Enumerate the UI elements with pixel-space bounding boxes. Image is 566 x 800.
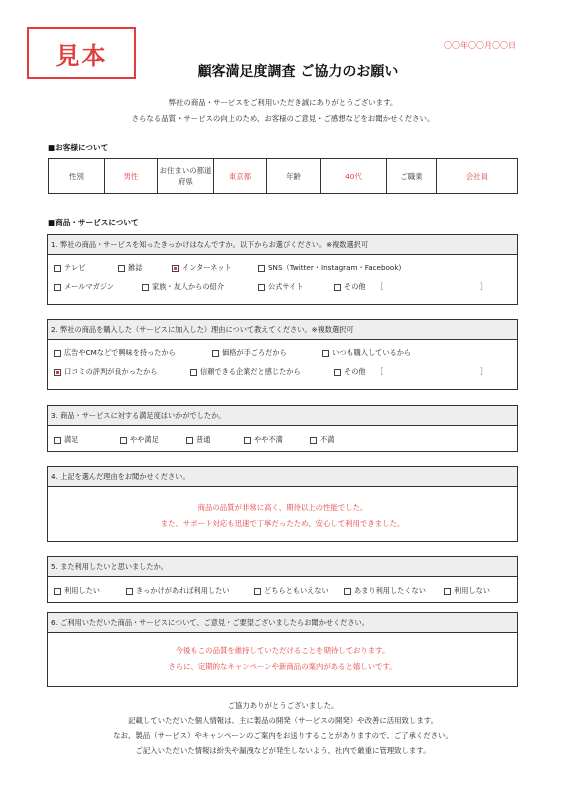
answer-line: また、サポート対応も迅速で丁寧だったため、安心して利用できました。 bbox=[160, 519, 405, 528]
option-label: テレビ bbox=[64, 263, 86, 272]
q3-option-somewhat-dissatisfied[interactable] bbox=[244, 435, 283, 445]
checkbox[interactable] bbox=[118, 265, 125, 272]
q3-option-dissatisfied[interactable] bbox=[310, 435, 334, 445]
q2-other-bracket-close: ］ bbox=[480, 367, 488, 376]
option-label: きっかけがあれば利用したい bbox=[136, 586, 230, 595]
footer-line: ご協力ありがとうございました。 bbox=[227, 701, 339, 710]
checkbox[interactable] bbox=[254, 588, 261, 595]
checkbox-checked[interactable] bbox=[54, 369, 61, 376]
answer-line: 商品の品質が非常に高く、期待以上の性能でした。 bbox=[197, 503, 368, 512]
gender-field[interactable]: 男性 bbox=[105, 159, 158, 194]
option-label: いつも購入しているから bbox=[332, 348, 412, 357]
option-label: メールマガジン bbox=[64, 282, 114, 291]
question-1-row bbox=[48, 255, 517, 279]
q1-option-newsletter[interactable] bbox=[54, 282, 114, 292]
question-6-answer[interactable] bbox=[48, 633, 517, 675]
option-label: その他 bbox=[344, 282, 366, 291]
option-label: インターネット bbox=[182, 263, 232, 272]
option-label: やや満足 bbox=[130, 435, 159, 444]
checkbox[interactable] bbox=[322, 350, 329, 357]
q5-option-if-chance[interactable] bbox=[126, 586, 229, 596]
checkbox[interactable] bbox=[126, 588, 133, 595]
option-label: 雑誌 bbox=[128, 263, 143, 272]
option-label: 口コミの評判が良かったから bbox=[64, 367, 158, 376]
footer-notes bbox=[0, 698, 566, 758]
option-label: SNS（Twitter・Instagram・Facebook) bbox=[268, 263, 402, 272]
q3-option-neutral[interactable] bbox=[186, 435, 210, 445]
q2-option-price[interactable] bbox=[212, 348, 287, 358]
option-label: 不満 bbox=[320, 435, 335, 444]
age-field[interactable]: 40代 bbox=[321, 159, 387, 194]
q2-option-habit[interactable] bbox=[322, 348, 411, 358]
question-2-text: 2. 弊社の商品を購入した（サービスに加入した）理由について教えてください。※複数選択可 bbox=[48, 320, 517, 340]
q1-option-tv[interactable] bbox=[54, 263, 85, 273]
question-5-text: 5. また利用したいと思いましたか。 bbox=[48, 557, 517, 577]
question-6 bbox=[47, 612, 518, 687]
checkbox[interactable] bbox=[120, 437, 127, 444]
q1-option-referral[interactable] bbox=[142, 282, 224, 292]
page-title: 顧客満足度調査 ご協力のお願い bbox=[197, 64, 399, 80]
q3-option-somewhat-satisfied[interactable] bbox=[120, 435, 159, 445]
footer-line: 記載していただいた個人情報は、主に製品の開発（サービスの開発）や改善に活用致します。 bbox=[128, 716, 438, 725]
footer-line: なお、製品（サービス）やキャンペーンのご案内をお送りすることがありますので、ご了承ください。 bbox=[113, 731, 453, 740]
checkbox[interactable] bbox=[258, 284, 265, 291]
checkbox[interactable] bbox=[190, 369, 197, 376]
q5-option-neutral[interactable] bbox=[254, 586, 329, 596]
checkbox[interactable] bbox=[344, 588, 351, 595]
checkbox[interactable] bbox=[244, 437, 251, 444]
option-label: 信頼できる企業だと感じたから bbox=[200, 367, 301, 376]
intro-text bbox=[0, 95, 566, 127]
customer-info-table bbox=[48, 158, 518, 194]
customer-section-heading: ■お客様について bbox=[48, 143, 109, 152]
option-label: その他 bbox=[344, 367, 366, 376]
question-6-text: 6. ご利用いただいた商品・サービスについて、ご意見・ご要望ございましたらお聞かせください。 bbox=[48, 613, 517, 633]
q2-option-trust[interactable] bbox=[190, 367, 301, 377]
option-label: 利用しない bbox=[454, 586, 490, 595]
question-4 bbox=[47, 466, 518, 542]
q5-option-yes[interactable] bbox=[54, 586, 100, 596]
occupation-field[interactable]: 会社員 bbox=[437, 159, 518, 194]
q1-other-bracket-close: ］ bbox=[480, 282, 488, 291]
option-label: 満足 bbox=[64, 435, 79, 444]
option-label: 家族・友人からの紹介 bbox=[152, 282, 224, 291]
question-3-row bbox=[48, 426, 517, 450]
option-label: 広告やCMなどで興味を持ったから bbox=[64, 348, 176, 357]
checkbox[interactable] bbox=[54, 588, 61, 595]
q1-other-bracket-open: ［ bbox=[376, 282, 384, 291]
question-2-row bbox=[48, 364, 517, 388]
question-1 bbox=[47, 234, 518, 305]
q1-option-other[interactable] bbox=[334, 282, 366, 292]
option-label: あまり利用したくない bbox=[354, 586, 426, 595]
date: 〇〇年〇〇月〇〇日 bbox=[444, 41, 516, 50]
option-label: 利用したい bbox=[64, 586, 100, 595]
question-3-text: 3. 商品・サービスに対する満足度はいかがでしたか。 bbox=[48, 406, 517, 426]
q1-option-official-site[interactable] bbox=[258, 282, 303, 292]
q2-option-ad[interactable] bbox=[54, 348, 176, 358]
checkbox[interactable] bbox=[54, 437, 61, 444]
checkbox[interactable] bbox=[444, 588, 451, 595]
option-label: やや不満 bbox=[254, 435, 283, 444]
q1-option-internet[interactable] bbox=[172, 263, 232, 273]
question-4-text: 4. 上記を選んだ理由をお聞かせください。 bbox=[48, 467, 517, 487]
checkbox[interactable] bbox=[54, 265, 61, 272]
sample-stamp: 見本 bbox=[27, 27, 136, 79]
answer-line: 今後もこの品質を維持していただけることを期待しております。 bbox=[175, 646, 390, 655]
product-section-heading: ■商品・サービスについて bbox=[48, 218, 139, 227]
question-5 bbox=[47, 556, 518, 603]
checkbox[interactable] bbox=[186, 437, 193, 444]
checkbox[interactable] bbox=[142, 284, 149, 291]
footer-line: ご記入いただいた情報は紛失や漏洩などが発生しないよう、社内で厳重に管理致します。 bbox=[135, 746, 431, 755]
prefecture-label: お住まいの都道府県 bbox=[158, 159, 214, 194]
question-1-row bbox=[48, 279, 517, 303]
checkbox[interactable] bbox=[334, 284, 341, 291]
gender-label: 性別 bbox=[49, 159, 105, 194]
question-2-row bbox=[48, 340, 517, 364]
question-1-text: 1. 弊社の商品・サービスを知ったきっかけはなんですか。以下からお選びください。※複数選択可 bbox=[48, 235, 517, 255]
checkbox[interactable] bbox=[258, 265, 265, 272]
prefecture-field[interactable]: 東京都 bbox=[214, 159, 267, 194]
option-label: どちらともいえない bbox=[264, 586, 329, 595]
question-4-answer[interactable] bbox=[48, 487, 517, 532]
checkbox[interactable] bbox=[212, 350, 219, 357]
q1-option-magazine[interactable] bbox=[118, 263, 142, 273]
question-3 bbox=[47, 405, 518, 452]
option-label: 普通 bbox=[196, 435, 211, 444]
question-2 bbox=[47, 319, 518, 390]
checkbox-checked[interactable] bbox=[172, 265, 179, 272]
age-label: 年齢 bbox=[267, 159, 321, 194]
intro-line: さらなる品質・サービスの向上のため、お客様のご意見・ご感想などをお聞かせください。 bbox=[131, 114, 435, 123]
occupation-label: ご職業 bbox=[387, 159, 437, 194]
checkbox[interactable] bbox=[310, 437, 317, 444]
checkbox[interactable] bbox=[54, 350, 61, 357]
q2-option-reviews[interactable] bbox=[54, 367, 157, 377]
answer-line: さらに、定期的なキャンペーンや新商品の案内があると嬉しいです。 bbox=[168, 662, 397, 671]
q5-option-rather-not[interactable] bbox=[344, 586, 426, 596]
q2-other-bracket-open: ［ bbox=[376, 367, 384, 376]
question-5-row bbox=[48, 577, 517, 601]
q2-option-other[interactable] bbox=[334, 367, 366, 377]
option-label: 公式サイト bbox=[268, 282, 304, 291]
intro-line: 弊社の商品・サービスをご利用いただき誠にありがとうございます。 bbox=[168, 98, 398, 107]
checkbox[interactable] bbox=[334, 369, 341, 376]
q1-option-sns[interactable] bbox=[258, 263, 401, 273]
q3-option-satisfied[interactable] bbox=[54, 435, 78, 445]
q5-option-no[interactable] bbox=[444, 586, 490, 596]
option-label: 価格が手ごろだから bbox=[222, 348, 287, 357]
checkbox[interactable] bbox=[54, 284, 61, 291]
